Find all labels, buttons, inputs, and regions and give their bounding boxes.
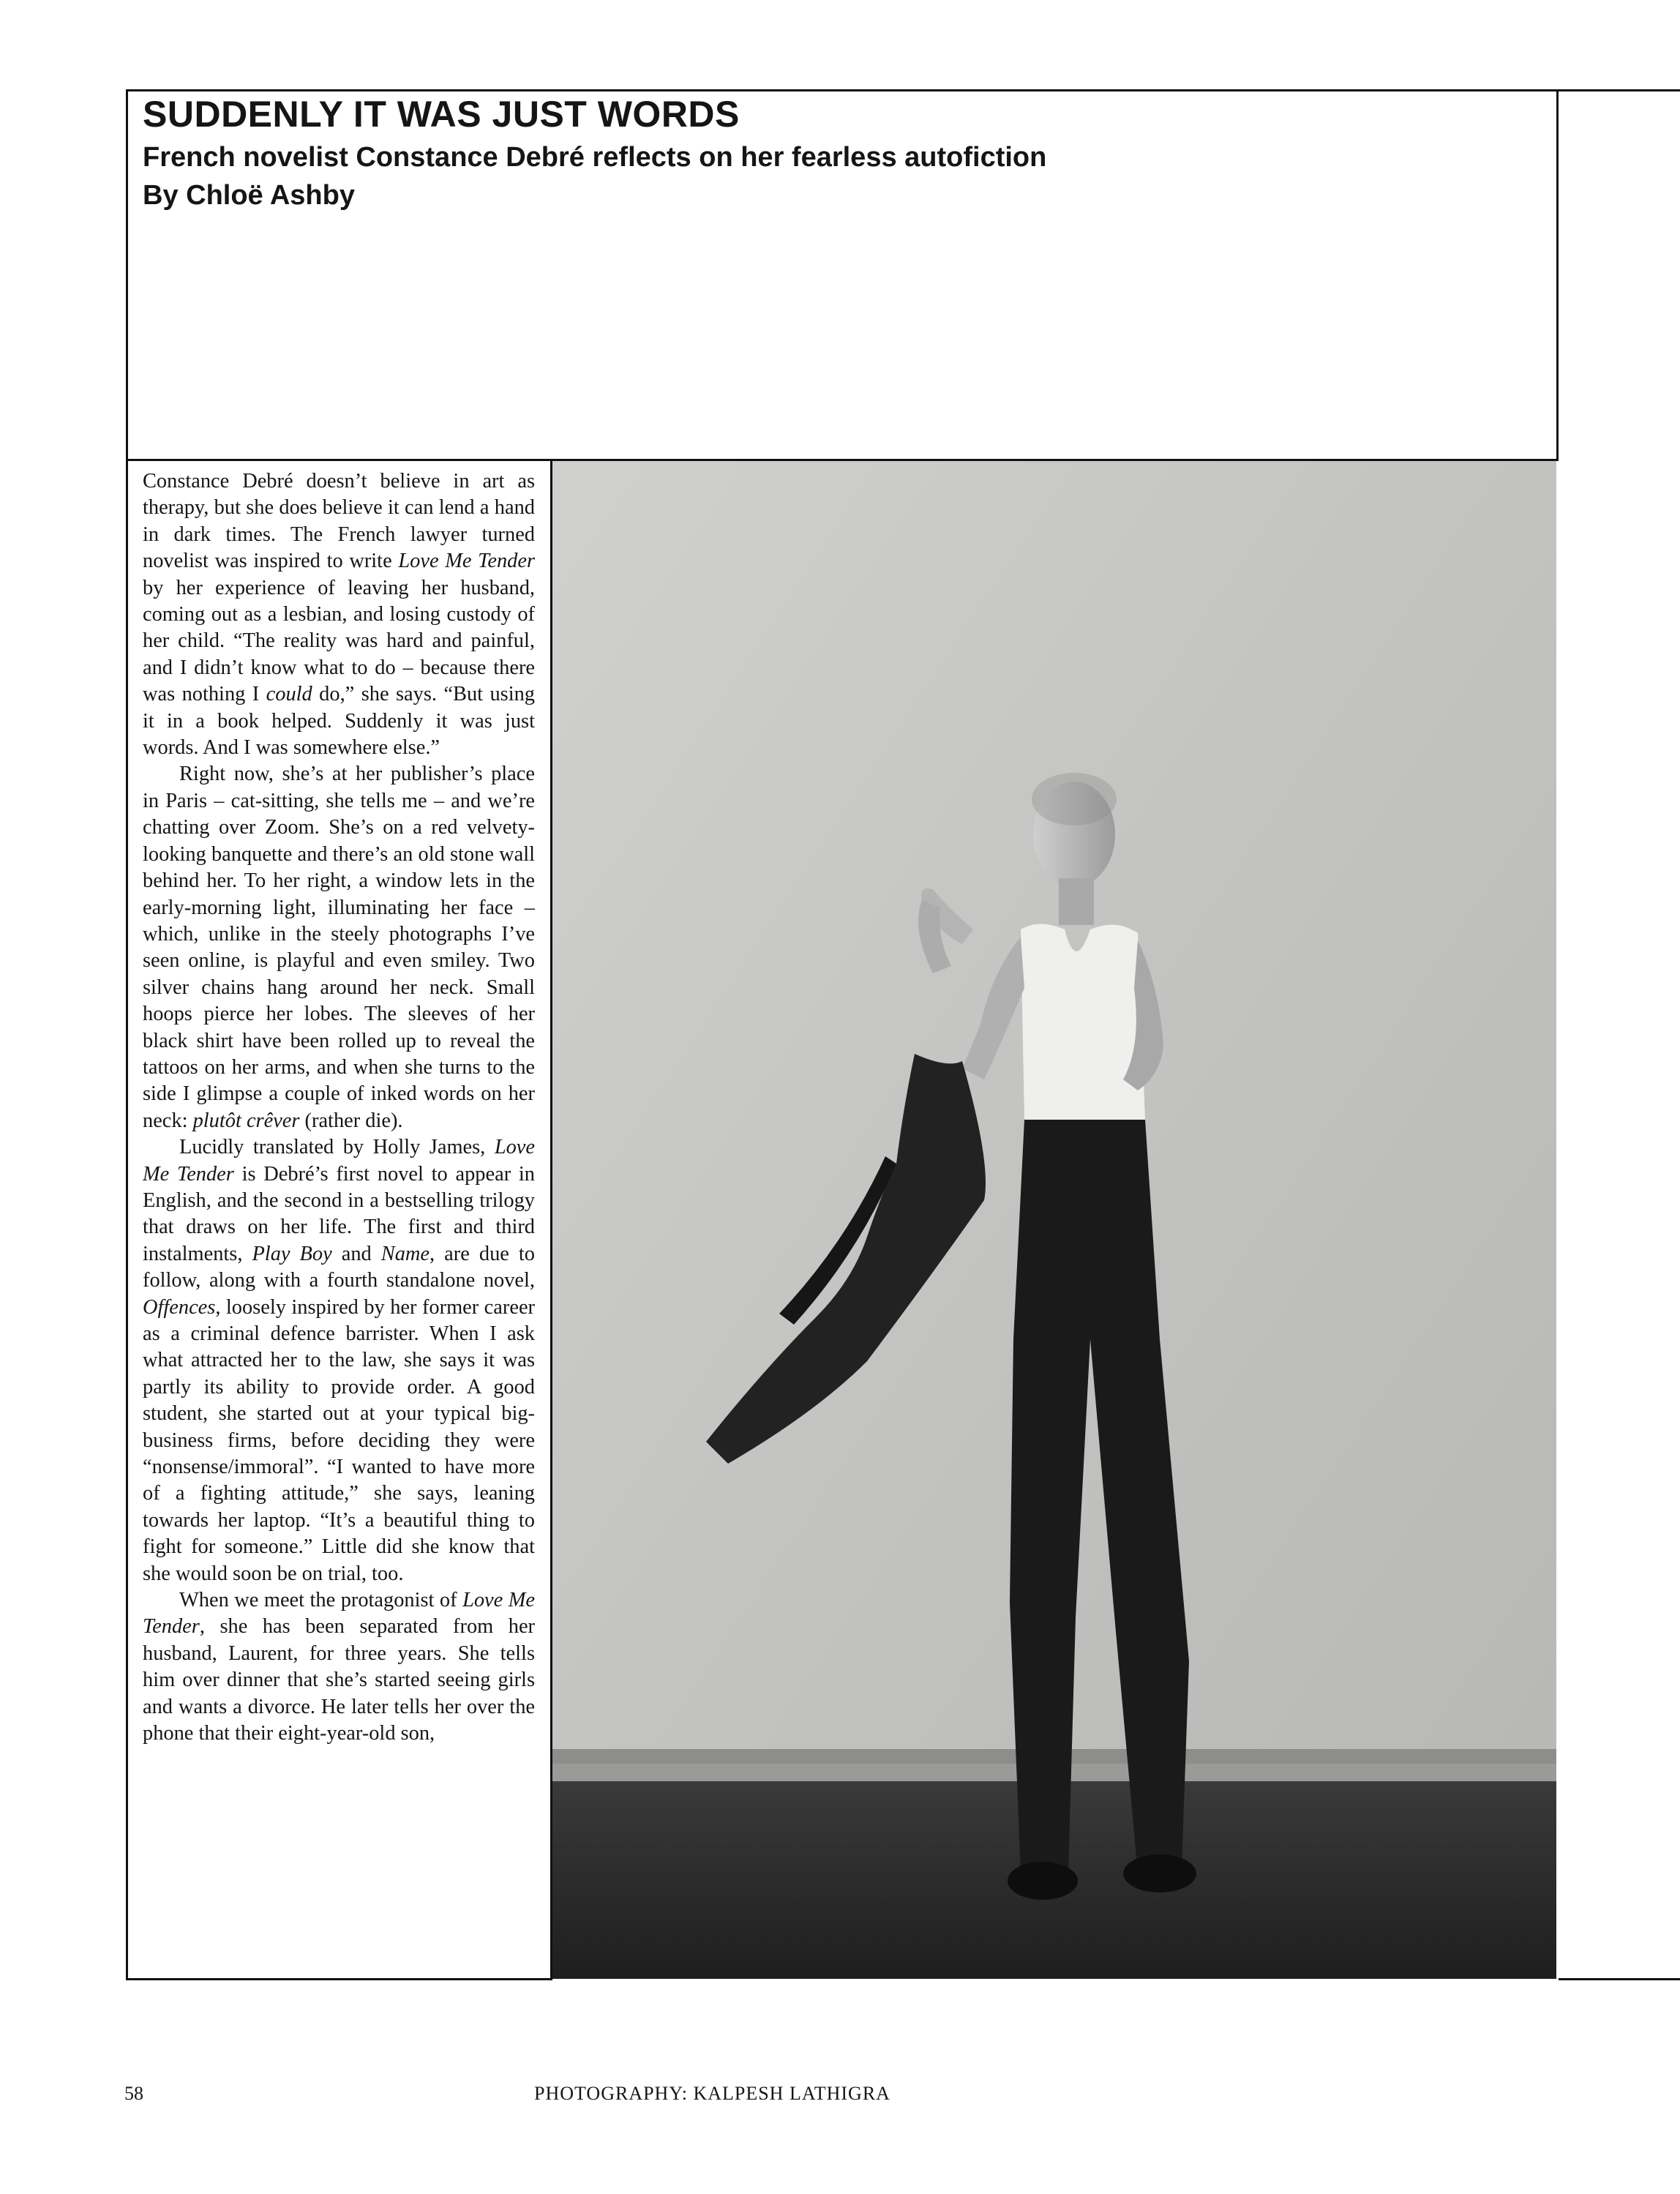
portrait-photograph — [552, 461, 1556, 1979]
text-run: do,” she says. “But using it in a book helped. Suddenly it was just words. And I was somewhere else.” — [143, 683, 535, 760]
text-run: , are due to follow, along with a fourth standalone novel, — [143, 1242, 535, 1292]
body-paragraph — [143, 761, 535, 1134]
body-paragraph — [143, 1587, 535, 1747]
text-run: Lucidly translated by Holly James, — [179, 1136, 495, 1159]
page-number: 58 — [124, 2083, 143, 2104]
article-body — [143, 468, 535, 1748]
photo-credit: PHOTOGRAPHY: KALPESH LATHIGRA — [534, 2083, 890, 2104]
article-standfirst: French novelist Constance Debré reflects on her fearless autofiction — [143, 142, 1047, 173]
body-paragraph — [143, 468, 535, 761]
text-run: (rather die). — [299, 1109, 403, 1132]
text-run: Right now, she’s at her publisher’s place in Paris – cat-sitting, she tells me – and we’re chatting over Zoom. She’s on a red velvety-looking banquette and there’s an old stone wall behind her. To her right, a window lets in the early-morning light, illuminating her face – which, unlike in the steely photographs I’ve seen online, is playful and even smiley. Two silver chains hang around her neck. Small hoops pierce her lobes. The sleeves of her black shirt have been rolled up to reveal the tattoos on her arms, and when she turns to the side I glimpse a couple of inked words on her neck: — [143, 763, 535, 1132]
text-run: When we meet the protagonist of — [179, 1589, 463, 1612]
italic-run: Play Boy — [252, 1242, 332, 1265]
italic-run: Offences — [143, 1295, 216, 1319]
italic-run: plutôt crêver — [192, 1109, 300, 1132]
text-run: is Debré’s first novel to appear in English, and the second in a bestselling trilogy that draws on her life. The first and third instalments, — [143, 1162, 535, 1265]
text-run: Constance Debré doesn’t believe in art as therapy, but she does believe it can lend a hand in dark times. The French lawyer turned novelist was inspired to write — [143, 470, 535, 573]
right-margin-rule-bottom — [1559, 1978, 1680, 1980]
italic-run: Love Me Tender — [398, 550, 535, 573]
italic-run: Love Me Tender — [143, 1589, 535, 1639]
right-margin-rule-top — [1559, 89, 1680, 91]
article-headline: SUDDENLY IT WAS JUST WORDS — [143, 94, 740, 135]
text-run: by her experience of leaving her husband, coming out as a lesbian, and losing custody of her child. “The reality was hard and painful, and I didn’t know what to do – because there was nothing I — [143, 576, 535, 706]
text-run: and — [331, 1242, 381, 1265]
text-run: , she has been separated from her husband, Laurent, for three years. She tells him over dinner that she’s started seeing girls and wants a divorce. He later tells her over the phone that their eight-year-old son, — [143, 1615, 535, 1745]
text-run: , loosely inspired by her former career as a criminal defence barrister. When I ask what attracted her to the law, she says it was partly its ability to provide order. A good student, she started out at your typical big-business firms, before deciding they were “nonsense/immoral”. “I wanted to have more of a fighting attitude,” she says, leaning towards her laptop. “It’s a beautiful thing to fight for someone.” Little did she know that she would soon be on trial, too. — [143, 1295, 535, 1585]
article-byline: By Chloë Ashby — [143, 180, 355, 211]
italic-run: Name — [380, 1242, 430, 1265]
body-paragraph — [143, 1134, 535, 1587]
italic-run: could — [266, 683, 312, 706]
italic-run: Love Me Tender — [143, 1136, 535, 1186]
